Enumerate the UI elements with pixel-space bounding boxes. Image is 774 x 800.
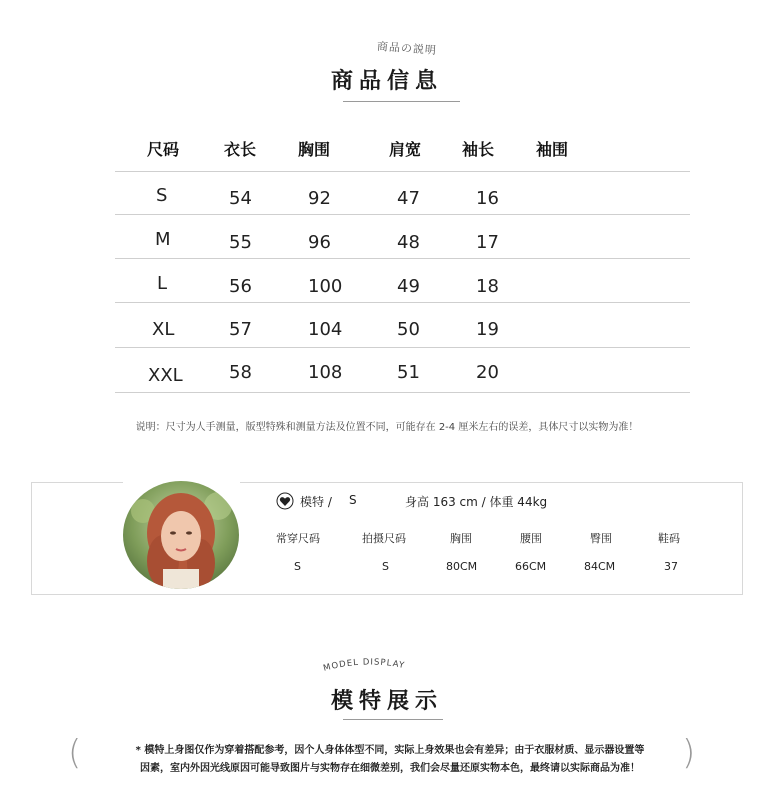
row-divider: [115, 171, 690, 172]
section-subtitle: 商品の説明: [376, 39, 438, 58]
measurement-note: 说明：尺寸为人手测量，版型特殊和测量方法及位置不同，可能存在 2-4 厘米左右的误差，具体尺寸以实物为准！: [135, 422, 639, 433]
column-header: 袖长: [462, 140, 495, 159]
table-cell: 51: [397, 362, 420, 383]
column-header: 袖围: [536, 140, 569, 159]
stat-header: 鞋码: [658, 532, 680, 545]
table-cell: 54: [229, 188, 252, 209]
table-cell: 55: [229, 232, 252, 253]
disclaimer-line: * 模特上身图仅作为穿着搭配参考，因个人身体体型不同，实际上身效果也会有差异；由于衣服材质、显示器设置等: [135, 745, 645, 756]
svg-text:MODEL DISPLAY: MODEL DISPLAY: [322, 657, 406, 674]
card-border: [31, 482, 123, 483]
left-paren-decoration: (: [68, 733, 82, 773]
stat-header: 腰围: [520, 532, 542, 545]
stat-header: 臀围: [590, 532, 612, 545]
size-label: M: [155, 229, 171, 250]
stat-value: S: [294, 560, 301, 573]
row-divider: [115, 302, 690, 303]
size-label: XXL: [148, 365, 183, 386]
display-subtitle-arc: [322, 654, 418, 674]
card-border: [240, 482, 743, 483]
section-title: 商品信息: [330, 69, 443, 94]
model-size: S: [349, 493, 357, 507]
table-cell: 48: [397, 232, 420, 253]
stat-header: 胸围: [450, 532, 472, 545]
column-header: 胸围: [298, 140, 331, 159]
heart-icon: [276, 492, 294, 510]
table-cell: 18: [476, 276, 499, 297]
table-cell: 47: [397, 188, 420, 209]
table-cell: 56: [229, 276, 252, 297]
table-cell: 20: [476, 362, 499, 383]
stat-value: 80CM: [446, 560, 478, 573]
table-cell: 92: [308, 188, 331, 209]
size-label: XL: [152, 319, 175, 340]
model-label: 模特 /: [300, 495, 332, 509]
stat-header: 拍摄尺码: [362, 532, 406, 545]
title-divider: [343, 719, 443, 720]
stat-value: 66CM: [515, 560, 547, 573]
table-cell: 104: [308, 319, 343, 340]
table-cell: 108: [308, 362, 343, 383]
column-header: 尺码: [147, 140, 180, 159]
row-divider: [115, 214, 690, 215]
right-paren-decoration: ): [682, 733, 696, 773]
table-cell: 16: [476, 188, 499, 209]
stat-header: 常穿尺码: [276, 532, 320, 545]
size-label: L: [157, 273, 168, 294]
column-header: 衣长: [224, 140, 257, 159]
table-cell: 49: [397, 276, 420, 297]
display-subtitle: [322, 654, 418, 677]
table-cell: 19: [476, 319, 499, 340]
column-header: 肩宽: [389, 140, 422, 159]
table-cell: 96: [308, 232, 331, 253]
stat-value: 84CM: [584, 560, 616, 573]
row-divider: [115, 347, 690, 348]
table-cell: 57: [229, 319, 252, 340]
disclaimer-line: 因素，室内外因光线原因可能导致图片与实物存在细微差别，我们会尽量还原实物本色，最终请以实际商品为准！: [140, 763, 640, 774]
size-label: S: [156, 185, 168, 206]
table-cell: 50: [397, 319, 420, 340]
display-title: 模特展示: [330, 689, 443, 714]
table-cell: 17: [476, 232, 499, 253]
stat-value: S: [382, 560, 389, 573]
row-divider: [115, 258, 690, 259]
model-avatar: [123, 481, 239, 589]
title-divider: [343, 101, 460, 102]
table-cell: 58: [229, 362, 252, 383]
table-cell: 100: [308, 276, 343, 297]
stat-value: 37: [664, 560, 678, 573]
model-height-weight: 身高 163 cm / 体重 44kg: [405, 495, 548, 509]
row-divider: [115, 392, 690, 393]
